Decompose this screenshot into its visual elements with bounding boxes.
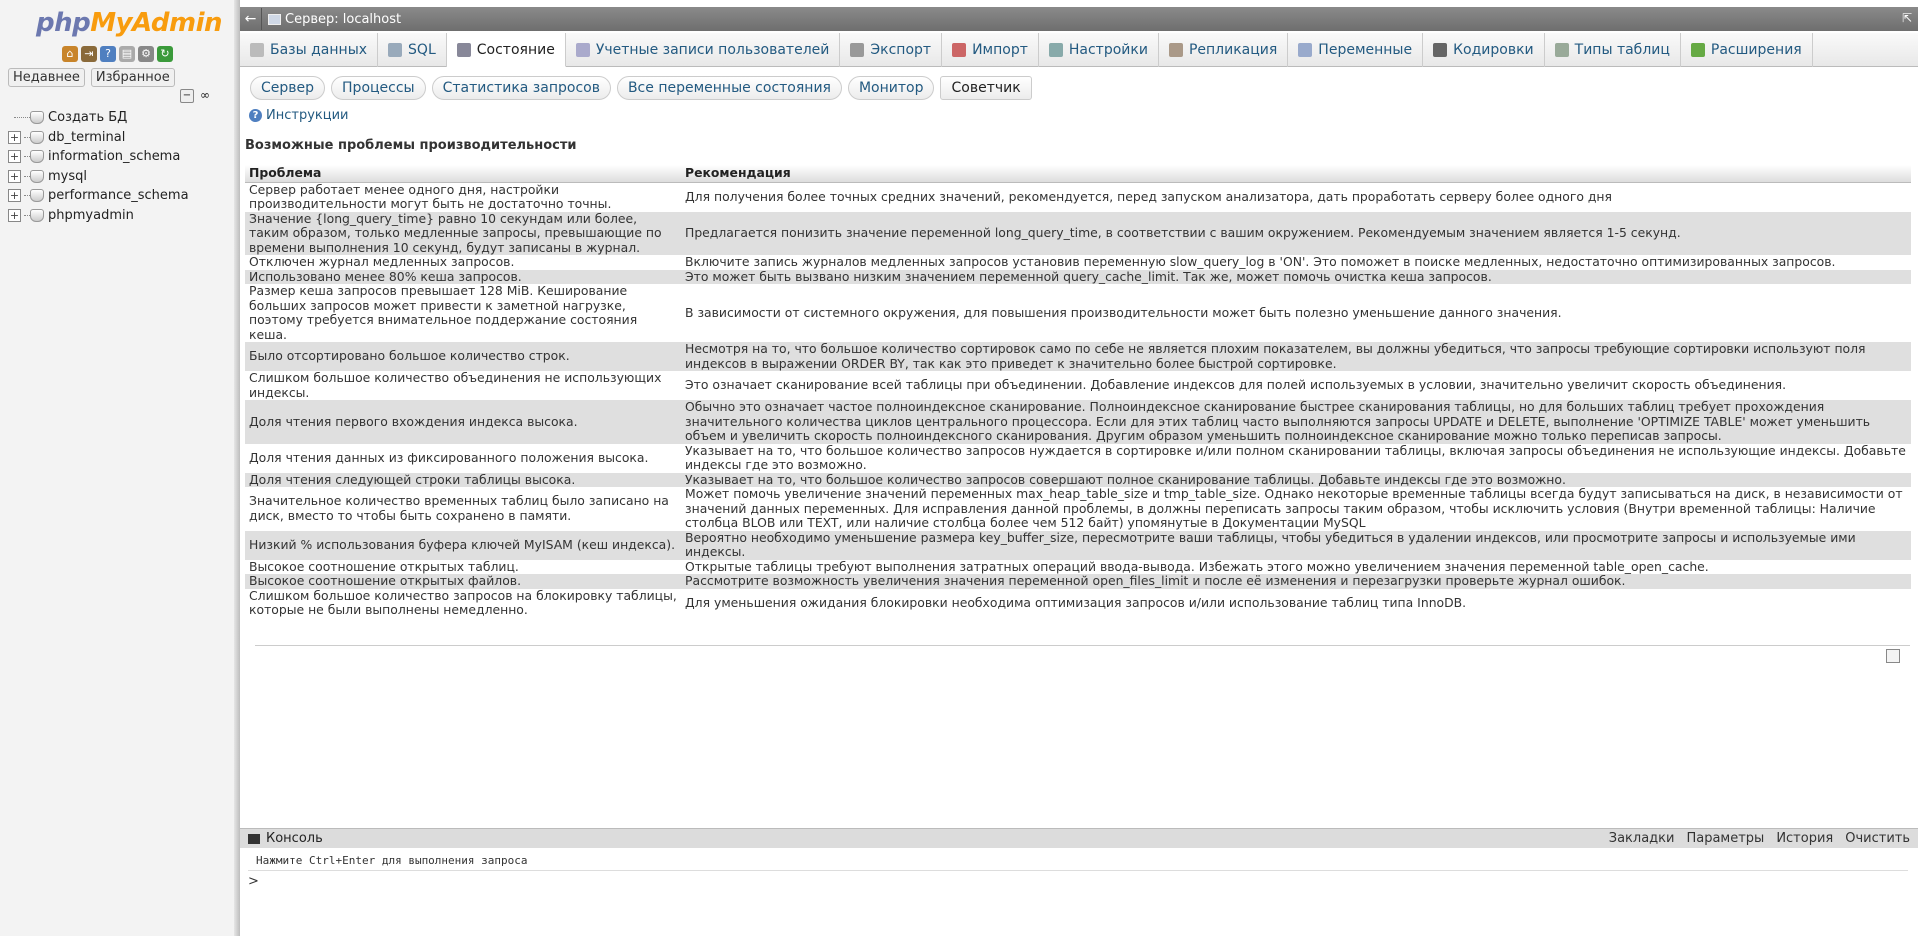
help-icon: ?	[249, 109, 262, 122]
plugins-icon	[1691, 43, 1705, 57]
recommendation-cell: В зависимости от системного окружения, для повышения производительности может быть полезно уменьшение данного значения.	[681, 284, 1911, 342]
problem-cell: Слишком большое количество объединения не использующих индексы.	[245, 371, 681, 400]
instructions-link[interactable]: ? Инструкции	[249, 108, 349, 123]
tab-status[interactable]: Состояние	[447, 33, 566, 67]
problem-cell: Доля чтения первого вхождения индекса высока.	[245, 400, 681, 444]
recommendation-cell: Предлагается понизить значение переменной long_query_time, в соответствии с вашим окружением. Рекомендуемым значением является 1-5 секунд.	[681, 212, 1911, 256]
table-row[interactable]	[245, 531, 1911, 560]
section-title: Возможные проблемы производительности	[245, 138, 577, 153]
tree-item-db[interactable]: + db_terminal	[9, 129, 126, 145]
content-divider	[255, 645, 1910, 646]
server-icon	[268, 14, 281, 25]
docs-icon[interactable]: ▤	[119, 46, 135, 62]
console-links	[1609, 831, 1910, 846]
charset-icon	[1433, 43, 1447, 57]
tab-variables[interactable]: Переменные	[1288, 33, 1423, 67]
users-icon	[576, 43, 590, 57]
subtab-all-status-vars[interactable]: Все переменные состояния	[617, 76, 842, 100]
table-header-row	[245, 165, 1911, 182]
replication-icon	[1169, 43, 1183, 57]
import-icon	[952, 43, 966, 57]
database-icon	[250, 43, 264, 57]
table-row[interactable]	[245, 473, 1911, 488]
tab-import[interactable]: Импорт	[942, 33, 1039, 67]
tree-item-db[interactable]: + phpmyadmin	[9, 207, 134, 223]
table-row[interactable]	[245, 487, 1911, 531]
database-icon	[30, 131, 44, 144]
sidebar-resizer[interactable]	[234, 0, 240, 936]
table-row[interactable]	[245, 560, 1911, 575]
expand-icon[interactable]: +	[9, 169, 20, 183]
subtab-monitor[interactable]: Монитор	[848, 76, 935, 100]
recent-favorites	[8, 68, 175, 87]
tree-item-db[interactable]: + performance_schema	[9, 188, 189, 204]
subtab-server[interactable]: Сервер	[250, 76, 325, 100]
table-row[interactable]	[245, 182, 1911, 212]
problem-cell: Отключен журнал медленных запросов.	[245, 255, 681, 270]
expand-icon[interactable]: +	[9, 189, 20, 203]
server-title: Сервер: localhost	[285, 11, 402, 27]
tab-engines[interactable]: Типы таблиц	[1545, 33, 1681, 67]
recommendation-cell: Рассмотрите возможность увеличения значения переменной open_files_limit и после её изменения и перезагрузки проверьте журнал ошибок.	[681, 574, 1911, 589]
problem-cell: Значительное количество временных таблиц было записано на диск, вместо то чтобы быть сохранено в памяти.	[245, 487, 681, 531]
favorites-button[interactable]: Избранное	[91, 68, 175, 87]
console-input[interactable]: >	[248, 874, 259, 889]
column-header-recommendation: Рекомендация	[681, 165, 1911, 182]
problem-cell: Использовано менее 80% кеша запросов.	[245, 270, 681, 285]
variables-icon	[1298, 43, 1312, 57]
table-row[interactable]	[245, 212, 1911, 256]
tab-sql[interactable]: SQL	[378, 33, 447, 67]
subtab-query-stats[interactable]: Статистика запросов	[432, 76, 611, 100]
export-icon	[850, 43, 864, 57]
recommendation-cell: Это означает сканирование всей таблицы при объединении. Добавление индексов для полей используемых в условии, значительно увеличит скорость объединения.	[681, 371, 1911, 400]
table-row[interactable]	[245, 400, 1911, 444]
collapse-arrows-icon[interactable]: ⇱	[1901, 11, 1912, 25]
column-header-problem: Проблема	[245, 165, 681, 182]
problem-cell: Было отсортировано большое количество строк.	[245, 342, 681, 371]
table-row[interactable]	[245, 284, 1911, 342]
database-tree	[8, 108, 233, 225]
problem-cell: Размер кеша запросов превышает 128 MiB. Кеширование больших запросов может привести к заметной нагрузке, поэтому требуется внимательное поддержание состояния кеша.	[245, 284, 681, 342]
recommendation-cell: Несмотря на то, что большое количество сортировок само по себе не является плохим показателем, вы должны убедиться, что запросы требующие сортировки используют поля индексов в выражении ORDER BY, так как это приведет к значительно более быстрой сортировке.	[681, 342, 1911, 371]
expand-icon[interactable]: +	[9, 208, 20, 222]
recommendation-cell: Открытые таблицы требуют выполнения затратных операций ввода-вывода. Избежать этого можно увеличением значения переменной table_open_cache.	[681, 560, 1911, 575]
subtab-advisor[interactable]: Советчик	[940, 76, 1031, 100]
server-breadcrumb-bar	[240, 7, 1918, 31]
expand-icon[interactable]: +	[9, 150, 20, 164]
tab-charsets[interactable]: Кодировки	[1423, 33, 1545, 67]
phpmyadmin-logo[interactable]: phpMyAdmin	[36, 8, 223, 38]
problem-cell: Доля чтения следующей строки таблицы высока.	[245, 473, 681, 488]
recommendation-cell: Может помочь увеличение значений переменных max_heap_table_size и tmp_table_size. Однако некоторые временные таблицы всегда будут записываться на диск, в независимости от значений данных переменных. Для исправления данной проблемы, в должны переписать запросы таким образом, чтобы исключить условия (Внутри временной таблицы: Наличие столбца BLOB или TEXT, или наличие столбца более чем 512 байт) упомянутые в Документации MySQL	[681, 487, 1911, 531]
new-database-icon	[30, 111, 44, 124]
help-icon[interactable]: ?	[100, 46, 116, 62]
recommendation-cell: Для уменьшения ожидания блокировки необходима оптимизация запросов и/или использование таблиц типа InnoDB.	[681, 589, 1911, 618]
home-icon[interactable]: ⌂	[62, 46, 78, 62]
tab-export[interactable]: Экспорт	[840, 33, 942, 67]
collapse-all-icon[interactable]: −	[180, 89, 194, 103]
tab-settings[interactable]: Настройки	[1039, 33, 1159, 67]
recommendation-cell: Вероятно необходимо уменьшение размера key_buffer_size, пересмотрите ваши таблицы, чтобы убедиться в удалении индексов, или просмотрите запросы и используемые ими индексы.	[681, 531, 1911, 560]
console-toggle-icon[interactable]	[248, 834, 260, 844]
console-separator	[248, 870, 1908, 871]
wrench-icon	[1049, 43, 1063, 57]
problem-cell: Высокое соотношение открытых таблиц.	[245, 560, 681, 575]
collapse-link-controls	[180, 89, 212, 103]
navigation-panel	[0, 0, 240, 936]
recommendation-cell: Указывает на то, что большое количество запросов совершают полное сканирование таблицы. Добавьте индексы где это возможно.	[681, 473, 1911, 488]
tab-databases[interactable]: Базы данных	[240, 33, 378, 67]
problem-cell: Значение {long_query_time} равно 10 секундам или более, таким образом, только медленные запросы, превышающие по времени выполнения 10 секунд, будут записаны в журнал.	[245, 212, 681, 256]
sql-icon	[388, 43, 402, 57]
table-row[interactable]	[245, 270, 1911, 285]
main-tabs	[240, 33, 1918, 67]
tree-connector	[14, 117, 30, 118]
database-icon	[30, 170, 44, 183]
expand-icon[interactable]: +	[9, 130, 20, 144]
database-icon	[30, 189, 44, 202]
tab-replication[interactable]: Репликация	[1159, 33, 1288, 67]
table-row[interactable]	[245, 444, 1911, 473]
problem-cell: Доля чтения данных из фиксированного положения высока.	[245, 444, 681, 473]
problem-cell: Низкий % использования буфера ключей MyISAM (кеш индекса).	[245, 531, 681, 560]
advisor-table	[245, 165, 1911, 618]
table-row[interactable]	[245, 574, 1911, 589]
problem-cell: Высокое соотношение открытых файлов.	[245, 574, 681, 589]
database-icon	[30, 209, 44, 222]
console-panel[interactable]	[240, 848, 1918, 936]
database-icon	[30, 150, 44, 163]
breadcrumb-server[interactable]	[268, 12, 401, 27]
reload-icon[interactable]: ↻	[157, 46, 173, 62]
back-arrow-icon[interactable]: ←	[240, 8, 262, 30]
status-icon	[457, 43, 471, 57]
table-row[interactable]	[245, 589, 1911, 618]
tree-item-db[interactable]: + mysql	[9, 168, 87, 184]
status-subtabs	[250, 76, 1032, 100]
engines-icon	[1555, 43, 1569, 57]
console-hint: Нажмите Ctrl+Enter для выполнения запроса	[256, 854, 528, 867]
link-with-main-icon[interactable]: ∞	[200, 88, 210, 102]
table-row[interactable]	[245, 371, 1911, 400]
console-bookmarks-link[interactable]: Закладки	[1608, 831, 1675, 846]
tab-plugins[interactable]: Расширения	[1681, 33, 1813, 67]
nav-icon-row	[62, 46, 173, 62]
tree-item-new-db[interactable]: Создать БД	[8, 108, 233, 128]
tab-user-accounts[interactable]: Учетные записи пользователей	[566, 33, 841, 67]
problem-cell: Слишком большое количество запросов на блокировку таблицы, которые не были выполнены немедленно.	[245, 589, 681, 618]
recommendation-cell: Это может быть вызвано низким значением переменной query_cache_limit. Так же, может помочь очистка кеша запросов.	[681, 270, 1911, 285]
print-icon[interactable]	[1886, 649, 1900, 663]
console-clear-link[interactable]: Очистить	[1845, 831, 1910, 846]
table-row[interactable]	[245, 255, 1911, 270]
console-options-link[interactable]: Параметры	[1686, 831, 1765, 846]
recommendation-cell: Обычно это означает частое полноиндексное сканирование. Полноиндексное сканирование быстрее сканирования таблицы, но для больших таблиц требует прохождения значительного количества циклов центрального процессора. Если для этих таблиц часто выполняются запросы UPDATE и DELETE, выполнение 'OPTIMIZE TABLE' может уменьшить объем и увеличить скорость полноиндексного сканирования. Другим образом уменьшить полноиндексное сканирование можно только переписав запросы.	[681, 400, 1911, 444]
console-history-link[interactable]: История	[1776, 831, 1834, 846]
console-title[interactable]: Консоль	[266, 831, 323, 846]
logout-icon[interactable]: ⇥	[81, 46, 97, 62]
recent-button[interactable]: Недавнее	[8, 68, 85, 87]
settings-gear-icon[interactable]: ⚙	[138, 46, 154, 62]
recommendation-cell: Включите запись журналов медленных запросов установив переменную slow_query_log в 'ON'. Это поможет в поиске медленных, недостаточно оптимизированных запросов.	[681, 255, 1911, 270]
recommendation-cell: Указывает на то, что большое количество запросов нуждается в сортировке и/или полном сканировании таблицы, включая запросы объединения не использующие индексы. Добавьте индексы где это возможно.	[681, 444, 1911, 473]
subtab-processes[interactable]: Процессы	[331, 76, 426, 100]
tree-item-db[interactable]: + information_schema	[9, 149, 181, 165]
table-row[interactable]	[245, 342, 1911, 371]
console-toolbar[interactable]	[240, 828, 1918, 848]
recommendation-cell: Для получения более точных средних значений, рекомендуется, перед запуском анализатора, дать проработать серверу более одного дня	[681, 182, 1911, 212]
problem-cell: Сервер работает менее одного дня, настройки производительности могут быть не достаточно точны.	[245, 182, 681, 212]
